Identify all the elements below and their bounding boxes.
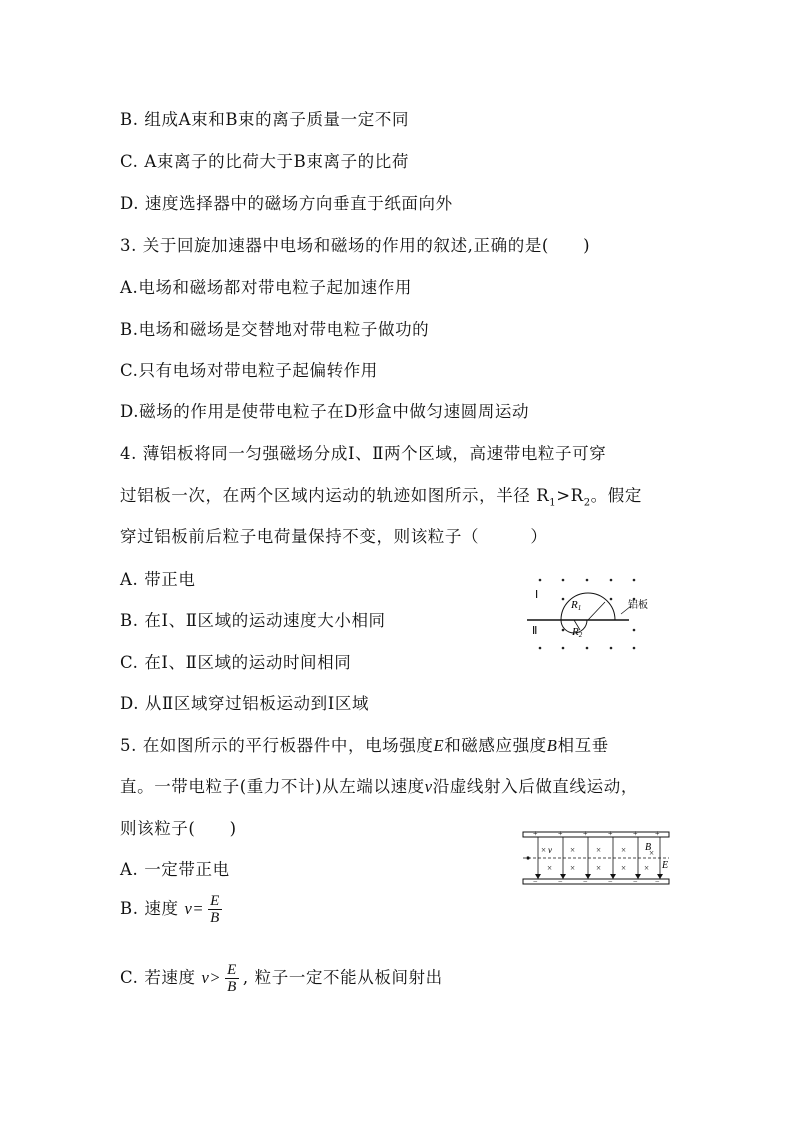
svg-text:×: ×: [547, 863, 553, 873]
option-c-q5: C. 若速度 v> $\frac{E}{B}$ , 粒子一定不能从板间射出: [120, 962, 443, 995]
option-d-q2: D. 速度选择器中的磁场方向垂直于纸面向外: [120, 194, 453, 213]
svg-text:×: ×: [596, 863, 602, 873]
option-b-q4: B. 在Ⅰ、Ⅱ区域的运动速度大小相同: [120, 611, 386, 630]
svg-text:−: −: [633, 877, 638, 886]
svg-text:+: +: [608, 829, 613, 838]
question-5-line3: 则该粒子( ): [120, 819, 237, 838]
svg-text:+: +: [558, 829, 563, 838]
svg-text:×: ×: [570, 863, 576, 873]
label-region-1: Ⅰ: [535, 589, 539, 601]
svg-text:−: −: [608, 877, 613, 886]
option-a-q4: A. 带正电: [120, 570, 196, 589]
question-4-line2: 过铝板一次，在两个区域内运动的轨迹如图所示，半径 $R_1>R_2$。假定: [120, 486, 642, 509]
question-4-line3: 穿过铝板前后粒子电荷量保持不变，则该粒子（ ）: [120, 527, 548, 546]
svg-text:+: +: [655, 829, 660, 838]
svg-text:+: +: [583, 829, 588, 838]
svg-text:−: −: [655, 877, 660, 886]
label-r1: R1: [571, 599, 582, 612]
option-d-q4: D. 从Ⅱ区域穿过铝板运动到Ⅰ区域: [120, 694, 370, 713]
magnetic-field-crosses: [541, 845, 654, 873]
option-b-q5: B. 速度 v= $\frac{E}{B}$: [120, 893, 220, 926]
question-3: 3. 关于回旋加速器中电场和磁场的作用的叙述,正确的是( ): [120, 236, 591, 255]
option-c-q4: C. 在Ⅰ、Ⅱ区域的运动时间相同: [120, 653, 352, 672]
option-c-q3: C.只有电场对带电粒子起偏转作用: [120, 361, 378, 380]
question-5-line1: 5. 在如图所示的平行板器件中，电场强度E和磁感应强度B相互垂: [120, 736, 609, 755]
question-5-line2: 直。一带电粒子(重力不计)从左端以速度v沿虚线射入后做直线运动，: [120, 777, 638, 796]
option-c-q2: C. A束离子的比荷大于B束离子的比荷: [120, 152, 409, 171]
option-b-q3: B.电场和磁场是交替地对带电粒子做功的: [120, 320, 430, 339]
svg-text:×: ×: [621, 845, 627, 855]
svg-text:×: ×: [541, 845, 547, 855]
svg-text:×: ×: [621, 863, 627, 873]
trajectory-region-1: [561, 593, 615, 620]
option-a-q5: A. 一定带正电: [120, 860, 230, 879]
label-b: B: [645, 842, 652, 853]
svg-text:×: ×: [570, 845, 576, 855]
label-plate: 铝板: [628, 600, 648, 611]
label-region-2: Ⅱ: [532, 625, 538, 637]
svg-text:×: ×: [649, 848, 655, 858]
svg-text:−: −: [583, 877, 588, 886]
svg-text:×: ×: [644, 863, 650, 873]
field-dots: [539, 579, 636, 650]
label-v: v: [548, 845, 552, 855]
svg-text:×: ×: [596, 845, 602, 855]
svg-text:−: −: [558, 877, 563, 886]
question-4-line1: 4. 薄铝板将同一匀强磁场分成Ⅰ、Ⅱ两个区域，高速带电粒子可穿: [120, 444, 607, 463]
svg-text:+: +: [633, 829, 638, 838]
fraction-e-over-b: $\frac{E}{B}$: [210, 893, 220, 926]
option-a-q3: A.电场和磁场都对带电粒子起加速作用: [120, 278, 412, 297]
svg-text:+: +: [533, 829, 538, 838]
option-d-q3: D.磁场的作用是使带电粒子在D形盒中做匀速圆周运动: [120, 402, 530, 421]
figure-parallel-plates: [520, 828, 674, 890]
label-r2: R2: [572, 626, 583, 639]
fraction-e-over-b-2: $\frac{E}{B}$: [227, 962, 237, 995]
svg-text:−: −: [533, 877, 538, 886]
figure-aluminum-plate: [525, 572, 665, 654]
option-b-q2: B. 组成A束和B束的离子质量一定不同: [120, 110, 410, 129]
plate-charges: [533, 829, 660, 886]
label-e: E: [662, 860, 669, 871]
